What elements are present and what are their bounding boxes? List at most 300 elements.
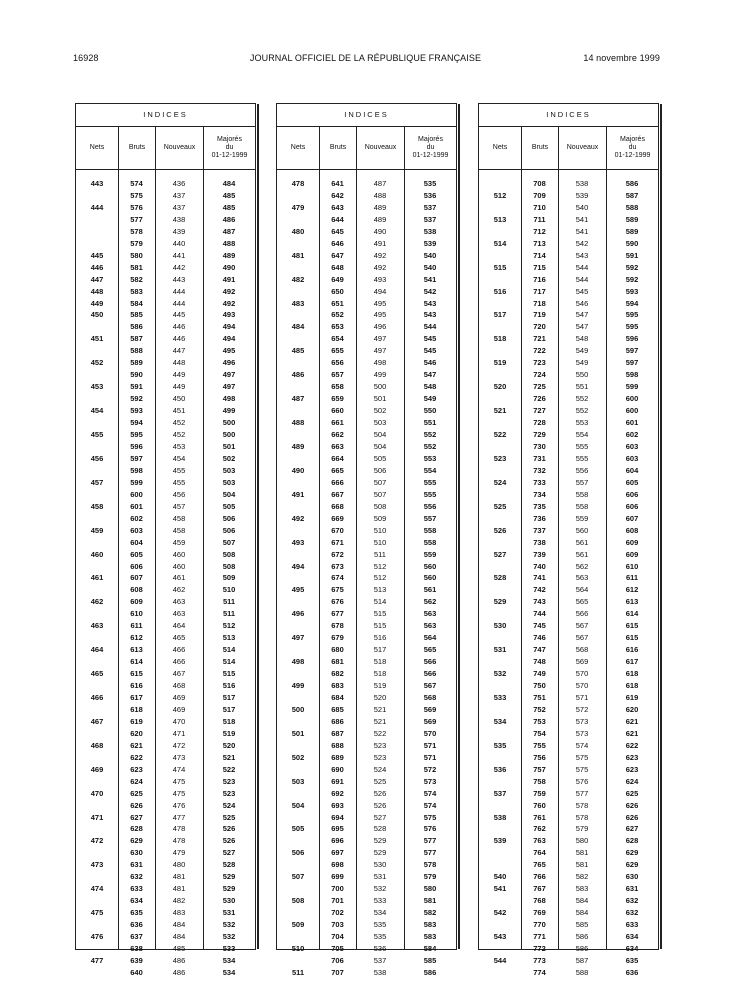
column-rule (203, 170, 204, 950)
majores-cell: 519 (222, 728, 236, 738)
nouveaux-cell: 552 (575, 406, 589, 416)
nets-cell: 524 (493, 477, 507, 487)
bruts-cell: 595 (130, 430, 143, 440)
majores-cell: 490 (222, 262, 236, 272)
nouveaux-cell: 529 (373, 848, 387, 858)
column-header-nouveaux: Nouveaux (356, 127, 404, 169)
table-row (277, 572, 456, 584)
bruts-cell: 591 (130, 382, 143, 392)
majores-cell: 561 (423, 585, 437, 595)
majores-cell: 575 (423, 812, 437, 822)
bruts-cell: 579 (130, 238, 143, 248)
table-row (76, 501, 255, 513)
majores-cell: 586 (423, 967, 437, 977)
nets-cell: 448 (90, 286, 104, 296)
nouveaux-cell: 549 (575, 346, 589, 356)
table-row (479, 871, 658, 883)
column-rule (606, 170, 607, 950)
bruts-cell: 677 (331, 609, 344, 619)
majores-cell: 521 (222, 752, 236, 762)
nets-cell: 482 (291, 274, 305, 284)
nets-cell: 500 (291, 704, 305, 714)
table-row (277, 668, 456, 680)
nouveaux-cell: 562 (575, 561, 589, 571)
bruts-cell: 614 (130, 657, 143, 667)
table-row (277, 680, 456, 692)
column-rule (118, 170, 119, 950)
nets-cell: 484 (291, 322, 305, 332)
nouveaux-cell: 501 (373, 394, 387, 404)
majores-cell: 529 (222, 884, 236, 894)
majores-cell: 530 (222, 896, 236, 906)
nets-cell: 520 (493, 382, 507, 392)
bruts-cell: 733 (533, 477, 546, 487)
nouveaux-cell: 546 (575, 298, 589, 308)
table-row (479, 405, 658, 417)
nets-cell: 511 (291, 967, 305, 977)
bruts-cell: 747 (533, 645, 546, 655)
bruts-cell: 721 (533, 334, 546, 344)
nouveaux-cell: 473 (172, 752, 186, 762)
nets-cell: 540 (493, 872, 507, 882)
table-row (479, 561, 658, 573)
table-row (277, 776, 456, 788)
bruts-cell: 756 (533, 752, 546, 762)
nets-cell: 466 (90, 692, 104, 702)
majores-cell: 633 (625, 920, 639, 930)
nets-cell (479, 728, 521, 740)
nouveaux-cell: 477 (172, 812, 186, 822)
table-row (479, 644, 658, 656)
nets-cell: 510 (291, 944, 305, 953)
nets-cell (76, 943, 118, 955)
table-row (277, 608, 456, 620)
nets-cell (479, 656, 521, 668)
nets-cell (277, 214, 319, 226)
table-row (479, 226, 658, 238)
table-row (479, 381, 658, 393)
bruts-cell: 631 (130, 860, 143, 870)
nouveaux-cell: 491 (373, 238, 387, 248)
bruts-cell: 726 (533, 394, 546, 404)
majores-cell: 506 (222, 513, 236, 523)
nouveaux-cell: 587 (575, 955, 589, 965)
bruts-cell: 613 (130, 645, 143, 655)
bruts-cell: 672 (331, 549, 344, 559)
nouveaux-cell: 577 (575, 788, 589, 798)
nouveaux-cell: 459 (172, 537, 186, 547)
nets-cell (479, 859, 521, 871)
table-row (76, 549, 255, 561)
bruts-cell: 746 (533, 633, 546, 643)
nets-cell: 518 (493, 334, 507, 344)
table-row (277, 764, 456, 776)
nouveaux-cell: 571 (575, 692, 589, 702)
majores-cell: 616 (625, 645, 639, 655)
nets-cell: 539 (493, 836, 507, 846)
majores-cell: 547 (423, 370, 437, 380)
majores-cell: 632 (625, 896, 639, 906)
majores-cell: 511 (222, 609, 236, 619)
nouveaux-cell: 461 (172, 573, 186, 583)
bruts-cell: 706 (331, 955, 344, 965)
table-row (479, 752, 658, 764)
majores-cell: 630 (625, 872, 639, 882)
majores-cell: 628 (625, 836, 639, 846)
nouveaux-cell: 555 (575, 441, 589, 451)
nets-cell (479, 537, 521, 549)
bruts-cell: 612 (130, 633, 143, 643)
table-row (277, 429, 456, 441)
bruts-cell: 603 (130, 525, 143, 535)
nouveaux-cell: 581 (575, 848, 589, 858)
nouveaux-cell: 495 (373, 298, 387, 308)
nets-cell: 516 (493, 286, 507, 296)
nets-cell (76, 441, 118, 453)
table-row (479, 549, 658, 561)
nets-cell (76, 417, 118, 429)
nouveaux-cell: 463 (172, 597, 186, 607)
nets-cell (76, 752, 118, 764)
table-row (76, 262, 255, 274)
bruts-cell: 647 (331, 250, 344, 260)
nets-cell: 490 (291, 465, 305, 475)
majores-cell: 500 (222, 418, 236, 428)
nouveaux-cell: 584 (575, 896, 589, 906)
bruts-cell: 679 (331, 633, 344, 643)
nouveaux-cell: 465 (172, 633, 186, 643)
nouveaux-cell: 478 (172, 836, 186, 846)
nouveaux-cell: 472 (172, 740, 186, 750)
bruts-cell: 620 (130, 728, 143, 738)
bruts-cell: 668 (331, 501, 344, 511)
table-row (479, 309, 658, 321)
majores-cell: 589 (625, 214, 639, 224)
nets-cell (479, 561, 521, 573)
majores-cell: 626 (625, 800, 639, 810)
nouveaux-cell: 489 (373, 214, 387, 224)
bruts-cell: 701 (331, 896, 344, 906)
nets-cell (277, 955, 319, 967)
table-row (479, 321, 658, 333)
bruts-cell: 589 (130, 358, 143, 368)
nouveaux-cell: 547 (575, 322, 589, 332)
nouveaux-cell: 538 (575, 179, 589, 188)
nouveaux-cell: 557 (575, 477, 589, 487)
table-row (479, 907, 658, 919)
nouveaux-cell: 579 (575, 824, 589, 834)
nets-cell: 443 (90, 179, 104, 188)
nouveaux-cell: 582 (575, 872, 589, 882)
bruts-cell: 596 (130, 441, 143, 451)
bruts-cell: 761 (533, 812, 546, 822)
nouveaux-cell: 466 (172, 645, 186, 655)
table-row (76, 620, 255, 632)
bruts-cell: 774 (533, 967, 546, 977)
nets-cell: 464 (90, 645, 104, 655)
nets-cell (479, 704, 521, 716)
indices-band-label: INDICES (479, 104, 658, 127)
table-row (277, 931, 456, 943)
table-row (479, 250, 658, 262)
table-row (76, 537, 255, 549)
table-row (277, 190, 456, 202)
indices-table-1 (75, 103, 256, 977)
table-row (479, 620, 658, 632)
majores-cell: 486 (222, 214, 236, 224)
table-row (479, 369, 658, 381)
nets-cell: 486 (291, 370, 305, 380)
column-header-majores: Majorés du 01-12-1999 (203, 127, 255, 169)
nets-cell: 488 (291, 418, 305, 428)
majores-cell: 554 (423, 465, 437, 475)
bruts-cell: 627 (130, 812, 143, 822)
nouveaux-cell: 521 (373, 704, 387, 714)
table-row (479, 214, 658, 226)
table-row (277, 561, 456, 573)
majores-cell: 632 (625, 908, 639, 918)
table-row (277, 513, 456, 525)
nets-cell (277, 907, 319, 919)
nets-cell: 517 (493, 310, 507, 320)
column-headers (277, 127, 456, 170)
nets-cell: 505 (291, 824, 305, 834)
majores-cell: 563 (423, 621, 437, 631)
nets-cell (479, 369, 521, 381)
nets-cell: 529 (493, 597, 507, 607)
bruts-cell: 645 (331, 226, 344, 236)
bruts-cell: 694 (331, 812, 344, 822)
column-rule (356, 170, 357, 950)
nouveaux-cell: 476 (172, 800, 186, 810)
table-row (479, 417, 658, 429)
panel-edge-shadow (660, 104, 662, 949)
nets-cell (277, 668, 319, 680)
bruts-cell: 619 (130, 716, 143, 726)
majores-cell: 543 (423, 298, 437, 308)
nouveaux-cell: 456 (172, 489, 186, 499)
table-row (479, 800, 658, 812)
majores-cell: 619 (625, 692, 639, 702)
nets-cell (76, 345, 118, 357)
table-row (76, 835, 255, 847)
indices-table-2 (276, 103, 457, 977)
nets-cell: 444 (90, 202, 104, 212)
majores-cell: 614 (625, 609, 639, 619)
nouveaux-cell: 580 (575, 836, 589, 846)
table-row (76, 274, 255, 286)
bruts-cell: 670 (331, 525, 344, 535)
nets-cell: 538 (493, 812, 507, 822)
bruts-cell: 770 (533, 920, 546, 930)
majores-cell: 609 (625, 549, 639, 559)
nets-cell: 478 (291, 179, 305, 188)
nets-cell: 445 (90, 250, 104, 260)
nouveaux-cell: 462 (172, 585, 186, 595)
table-row (76, 668, 255, 680)
bruts-cell: 766 (533, 872, 546, 882)
nets-cell (277, 812, 319, 824)
nouveaux-cell: 437 (172, 202, 186, 212)
nouveaux-cell: 513 (373, 585, 387, 595)
majores-cell: 518 (222, 716, 236, 726)
table-row (76, 943, 255, 955)
nets-cell (277, 286, 319, 298)
majores-cell: 595 (625, 322, 639, 332)
nets-cell (479, 895, 521, 907)
nouveaux-cell: 535 (373, 920, 387, 930)
majores-cell: 583 (423, 920, 437, 930)
table-row (277, 178, 456, 190)
majores-cell: 613 (625, 597, 639, 607)
bruts-cell: 736 (533, 513, 546, 523)
column-header-nets: Nets (89, 144, 105, 151)
bruts-cell: 705 (331, 944, 344, 953)
nouveaux-cell: 466 (172, 657, 186, 667)
bruts-cell: 600 (130, 489, 143, 499)
bruts-cell: 593 (130, 406, 143, 416)
table-row (479, 298, 658, 310)
nets-cell: 532 (493, 669, 507, 679)
table-row (76, 572, 255, 584)
bruts-cell: 576 (130, 202, 143, 212)
majores-cell: 589 (625, 226, 639, 236)
nets-cell: 504 (291, 800, 305, 810)
table-row (76, 250, 255, 262)
bruts-cell: 719 (533, 310, 546, 320)
nets-cell: 465 (90, 669, 104, 679)
table-row (277, 596, 456, 608)
nouveaux-cell: 565 (575, 597, 589, 607)
majores-cell: 597 (625, 358, 639, 368)
bruts-cell: 606 (130, 561, 143, 571)
nets-cell: 514 (493, 238, 507, 248)
nets-cell: 489 (291, 441, 305, 451)
nouveaux-cell: 567 (575, 621, 589, 631)
nets-cell: 451 (90, 334, 104, 344)
majores-cell: 517 (222, 704, 236, 714)
bruts-cell: 700 (331, 884, 344, 894)
bruts-cell: 681 (331, 657, 344, 667)
table-row (76, 788, 255, 800)
nouveaux-cell: 444 (172, 298, 186, 308)
table-row (277, 286, 456, 298)
nouveaux-cell: 523 (373, 752, 387, 762)
table-row (479, 692, 658, 704)
nets-cell (76, 871, 118, 883)
bruts-cell: 582 (130, 274, 143, 284)
table-row (76, 632, 255, 644)
table-row (76, 752, 255, 764)
nets-cell (277, 692, 319, 704)
nets-cell: 458 (90, 501, 104, 511)
nets-cell (479, 178, 521, 190)
table-row (76, 238, 255, 250)
nouveaux-cell: 481 (172, 872, 186, 882)
bruts-cell: 621 (130, 740, 143, 750)
nouveaux-cell: 441 (172, 250, 186, 260)
table-row (479, 513, 658, 525)
nouveaux-cell: 537 (373, 955, 387, 965)
majores-cell: 497 (222, 382, 236, 392)
majores-cell: 520 (222, 740, 236, 750)
nets-cell (76, 190, 118, 202)
majores-cell: 504 (222, 489, 236, 499)
majores-cell: 511 (222, 597, 236, 607)
nets-cell: 477 (90, 955, 104, 965)
majores-cell: 562 (423, 597, 437, 607)
column-header-nouveaux: Nouveaux (155, 127, 203, 169)
bruts-cell: 718 (533, 298, 546, 308)
bruts-cell: 684 (331, 692, 344, 702)
majores-cell: 522 (222, 764, 236, 774)
table-row (479, 178, 658, 190)
bruts-cell: 745 (533, 621, 546, 631)
nouveaux-cell: 506 (373, 465, 387, 475)
majores-cell: 571 (423, 740, 437, 750)
majores-cell: 585 (423, 955, 437, 965)
majores-cell: 595 (625, 310, 639, 320)
majores-cell: 523 (222, 788, 236, 798)
nouveaux-cell: 549 (575, 358, 589, 368)
majores-cell: 603 (625, 453, 639, 463)
bruts-cell: 651 (331, 298, 344, 308)
table-row (76, 608, 255, 620)
majores-cell: 629 (625, 860, 639, 870)
nets-cell: 513 (493, 214, 507, 224)
majores-cell: 599 (625, 382, 639, 392)
majores-cell: 556 (423, 501, 437, 511)
indices-band-label: INDICES (277, 104, 456, 127)
bruts-cell: 632 (130, 872, 143, 882)
nouveaux-cell: 460 (172, 561, 186, 571)
nouveaux-cell: 574 (575, 740, 589, 750)
bruts-cell: 712 (533, 226, 546, 236)
nets-cell: 542 (493, 908, 507, 918)
majores-cell: 491 (222, 274, 236, 284)
nets-cell (277, 931, 319, 943)
nouveaux-cell: 512 (373, 573, 387, 583)
nets-cell: 480 (291, 226, 305, 236)
bruts-cell: 696 (331, 836, 344, 846)
table-row (277, 919, 456, 931)
nets-cell (479, 680, 521, 692)
bruts-cell: 616 (130, 681, 143, 691)
issue-date: 14 novembre 1999 (583, 53, 660, 63)
bruts-cell: 692 (331, 788, 344, 798)
table-row (76, 309, 255, 321)
nets-cell (76, 489, 118, 501)
bruts-cell: 697 (331, 848, 344, 858)
table-row (479, 835, 658, 847)
majores-cell: 567 (423, 681, 437, 691)
bruts-cell: 594 (130, 418, 143, 428)
nouveaux-cell: 585 (575, 920, 589, 930)
table-row (277, 620, 456, 632)
nets-cell: 485 (291, 346, 305, 356)
bruts-cell: 713 (533, 238, 546, 248)
bruts-cell: 574 (130, 179, 143, 188)
column-rule (319, 170, 320, 950)
nouveaux-cell: 486 (172, 955, 186, 965)
table-row (479, 895, 658, 907)
nets-cell: 456 (90, 453, 104, 463)
bruts-cell: 753 (533, 716, 546, 726)
majores-cell: 621 (625, 728, 639, 738)
table-row (76, 202, 255, 214)
nouveaux-cell: 575 (575, 764, 589, 774)
nouveaux-cell: 481 (172, 884, 186, 894)
